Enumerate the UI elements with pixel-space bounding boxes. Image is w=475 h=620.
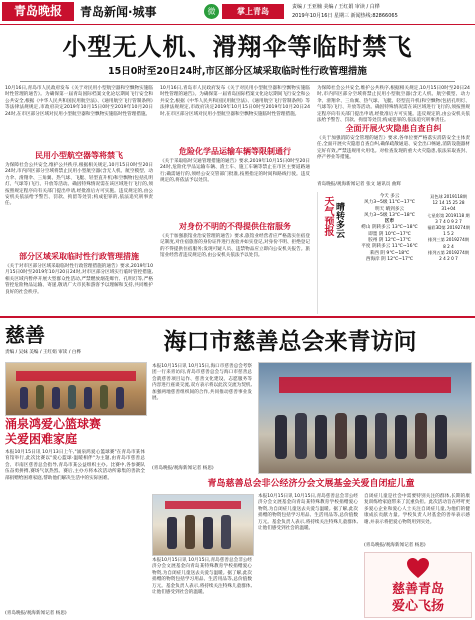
main-headline: 小型无人机、滑翔伞等临时禁飞 [62, 32, 413, 61]
main-subhead-1: 民用小型航空器等将禁飞 [35, 151, 123, 160]
masthead-logo: 青岛晚报 [2, 2, 74, 21]
section-badge: 掌上青岛 [222, 4, 284, 19]
wechat-icon: 微 [204, 4, 219, 19]
district-row: 西海岸 阴 12℃~17℃ [365, 256, 414, 262]
fund-text-mid: 本报10月15日讯 10月15日,青岛慈善总会非公经济分会文展基金向青岛某特殊教育学校捐赠爱心物资,为自闭症儿童送去关爱与温暖。据了解,此次捐赠的物资包括学习用品、生活用品等,总价值数万元。基金负责人表示,将持续关注特殊儿童群体,让他们感受到社会的温暖。 [258, 494, 358, 532]
cixin-info: 责编 / 吴妹 美编 / 王红娟 审读 / 白桦 [5, 350, 82, 355]
lottery-line: 排列三第 2019274期 [428, 237, 469, 243]
weather-districts-title: 区市 [384, 219, 395, 225]
masthead [0, 0, 475, 25]
main-text-4: 《关于加强旅馆业治安管理的通告》要求,旅馆业经营者应严格落实住宿登记制度,对住宿旅客的身份证件进行查验并如实登记,对身份不明、拒绝登记的不得提供住宿服务;发现可疑人员、违禁物品应立即向公安机关报告。旅馆业经营者违反规定的,由公安机关依法予以处罚。 [160, 234, 310, 259]
basketball-title-1: 涌泉鸿爱心篮球赛 [5, 417, 102, 431]
section-label: 青岛新闻·城事 [80, 5, 157, 19]
main-text-5: 《关于加强消防安全管理的通告》要求,各单位要严格落实消防安全主体责任,全面开展火灾隐患自查自纠,确保疏散通道、安全出口畅通,消防设施器材完好有效,严禁违规用火用电。对检查发现的重大火灾隐患,依法采取查封、停产停业等措施。 [317, 136, 470, 161]
main-subhead-3: 危险化学品运输车辆等限制通行 [179, 147, 291, 156]
main-byline: 青岛晚报/观海新闻记者 张文 通讯员 曲辉 [317, 182, 402, 187]
haikou-group-photo [258, 362, 472, 474]
lottery-line: 3 7 4 0 9 2 7 [435, 218, 462, 224]
lottery-line: 福彩3D第 2019274期 [427, 225, 470, 231]
basketball-byline: (青岛晚报/观海新闻记者 杨思) [5, 611, 67, 616]
main-text-3b: 为保障社会公共安全,维护公共秩序,根据相关规定,10月15日0时至20日24时,市内四区部分空域将禁止民用小型航空器(含无人机、航空模型、动力伞、滑翔伞、三角翼、热气球、飞艇、轻型直升机)和空飘物(包括孔明灯、气球等)飞行、升放等活动。确因特殊情况需在该区域进行飞行的,须按照规定程序向有关部门提出申请,经批准后方可实施。违反规定的,由公安机关依法给予警告、罚款、拘留等处罚;构成犯罪的,依法追究刑事责任。 [317, 86, 470, 124]
basketball-photo [5, 362, 147, 416]
district-row: 胶州 阴 12℃~17℃ [368, 238, 411, 244]
section-divider [0, 316, 475, 318]
cixin-title: 慈善 [5, 323, 45, 347]
weather-details [352, 194, 427, 312]
headline-rule [20, 81, 455, 82]
basketball-text: 本报10月15日讯 10月13日上午,"涌泉鸿爱心篮球赛"在青岛市某体育馆举行,此次比赛以"爱心篮球·温暖相伴"为主题,由青岛市慈善总会、市南区慈善总会指导,青岛市某公益组织主办。比赛中,各参赛队伍奋勇拼搏,赛场气氛热烈。赛后,主办方将本次活动所募集的善款全部捐赠给困难家庭,帮助他们解决生活中的实际困难。 [5, 450, 145, 481]
weather-wind: 风力3~5级 11℃~17℃ [364, 200, 415, 206]
lottery-line: 2 4 2 0 7 [439, 256, 458, 262]
basketball-title-2: 关爱困难家庭 [5, 432, 78, 446]
district-row: 即墨 阴 10℃~17℃ [368, 231, 411, 237]
weather-tomorrow: 明天 晴到多云 [374, 206, 405, 212]
brand-line-2: 爱心飞扬 [391, 599, 444, 614]
lottery-line: 1 5 2 [443, 231, 454, 237]
main-text-2b: 10月16日,青岛市人民政府发布《关于对民用小型航空器和空飘物实施临时性管理的通告》。为确保第一届青岛国际档案文化论坛期间飞行安全和公共安全,根据《中华人民共和国民用航空法》、《通用航空飞行管制条例》等法律法规规定,市政府决定2019年10月15日0时至2019年10月20日24时,在市区部分区域对民用小型航空器和空飘物实施临时性管理措施。 [160, 86, 310, 117]
main-subheadline: 15日0时至20日24时,市区部分区域采取临时性行政管理措施 [108, 66, 367, 77]
main-text-3: 《关于采取临时交通管理措施的通告》要求,2019年10月15日0时至20日24时,危险化学品运输车辆、渣土车、施工车辆等禁止在市区主要道路通行;确需通行的,须经公安交管部门批准,按照指定的时间和路线行驶。违反规定的,将依法予以处罚。 [160, 159, 310, 184]
haikou-text: 本报10月15日讯 10月15日,海口市慈善总会考察团一行来青访问,青岛市慈善总会与海口市慈善总会就慈善项目运作、慈善文化建设、志愿服务等内容进行座谈交流,双方表示将以此次交流为契机,加强两地慈善组织间的合作,共同推动慈善事业发展。 [152, 364, 252, 402]
district-row: 莱西 阴 9℃~18℃ [369, 250, 410, 256]
lottery-line: 12 14 15 25 28 31+04 [432, 200, 465, 212]
district-row: 崂山 阴转多云 13℃~18℃ [361, 225, 418, 231]
heart-icon [406, 557, 430, 579]
main-subhead-5: 全面开展火灾隐患自查自纠 [345, 124, 442, 133]
fund-photo [152, 494, 254, 556]
weather-panel [317, 192, 471, 314]
weather-today: 今天 多云 [379, 194, 400, 199]
fund-headline: 青岛慈善总会非公经济分会文展基金关爱自闭症儿童 [207, 479, 415, 489]
fund-byline: (青岛晚报/观海新闻记者 杨思) [364, 543, 426, 548]
lottery-line: 七星彩第 2019118 期 [427, 212, 470, 218]
weather-title: 天气预报 [322, 196, 333, 236]
main-subhead-4: 对身份不明的不得提供住宿服务 [179, 222, 291, 231]
weather-subtitle: 晴转多云 [334, 202, 344, 238]
cixin-brand [364, 552, 472, 618]
main-text-1: 为保障社会公共安全,维护公共秩序,根据相关规定,10月15日0时至20日24时,市内四区部分空域将禁止民用小型航空器(含无人机、航空模型、动力伞、滑翔伞、三角翼、热气球、飞艇、轻型直升机)和空飘物(包括孔明灯、气球等)飞行、升放等活动。确因特殊情况需在该区域进行飞行的,须按照规定程序向有关部门提出申请,经批准后方可实施。违反规定的,由公安机关依法给予警告、罚款、拘留等处罚;构成犯罪的,依法追究刑事责任。 [5, 163, 153, 207]
lottery-panel [426, 194, 471, 312]
brand-line-1: 慈善青岛 [391, 582, 444, 597]
lottery-line: 排列五第 2019274期 [428, 249, 469, 255]
haikou-byline: (青岛晚报/观海新闻记者 杨思) [152, 466, 214, 471]
weather-wind-2: 风力3~5级 13℃~18℃ [364, 212, 415, 218]
masthead-info-2: 2019年10月16日 星期三 新闻热线:82866065 [292, 13, 398, 19]
lottery-line: 8 2 4 [443, 243, 454, 249]
masthead-info-1: 责编 / 王亚楠 美编 / 王红娟 审读 / 白桦 [292, 4, 380, 10]
cixin-headline: 海口市慈善总会来青访问 [163, 328, 417, 355]
fund-text-left: 本报10月15日讯 10月15日,青岛慈善总会非公经济分会文展基金向青岛某特殊教育学校捐赠爱心物资,为自闭症儿童送去关爱与温暖。据了解,此次捐赠的物资包括学习用品、生活用品等,总价值数万元。基金负责人表示,将持续关注特殊儿童群体,让他们感受到社会的温暖。 [152, 558, 252, 596]
district-row: 平度 阴转多云 11℃~16℃ [361, 244, 418, 250]
lottery-line: 双色球 2019118期 [430, 194, 467, 199]
main-subhead-2: 部分区域采取临时性行政管理措施 [19, 252, 139, 261]
main-text-2: 《关于对市区部分区域采取临时性行政管理措施的通告》要求,2019年10月15日0时至2019年10月20日24时,对市区部分区域实行临时管控措施,相关区域内暂停开展大型群众性活动,严禁燃放烟花爆竹、孔明灯等,严格管控危险物品运输、寄递,敬请广大市民和游客予以理解和支持,共同维护良好的社会秩序。 [5, 264, 153, 295]
fund-text-right: 自闭症儿童是社会中需要特别关注的群体,长期的康复训练给家庭带来了沉重负担。此次活动旨在呼吁更多爱心企业和爱心人士关注自闭症儿童,为他们的健康成长贡献力量。学校负责人对基金的善举表示感谢,并表示将把爱心物资用到实处。 [364, 494, 470, 525]
main-lead: 10月16日,青岛市人民政府发布《关于对民用小型航空器和空飘物实施临时性管理的通告》。为确保第一届青岛国际档案文化论坛期间飞行安全和公共安全,根据《中华人民共和国民用航空法》、《通用航空飞行管制条例》等法律法规规定,市政府决定2019年10月15日0时至2019年10月20日24时,在市区部分区域对民用小型航空器和空飘物实施临时性管理措施。 [5, 86, 153, 117]
